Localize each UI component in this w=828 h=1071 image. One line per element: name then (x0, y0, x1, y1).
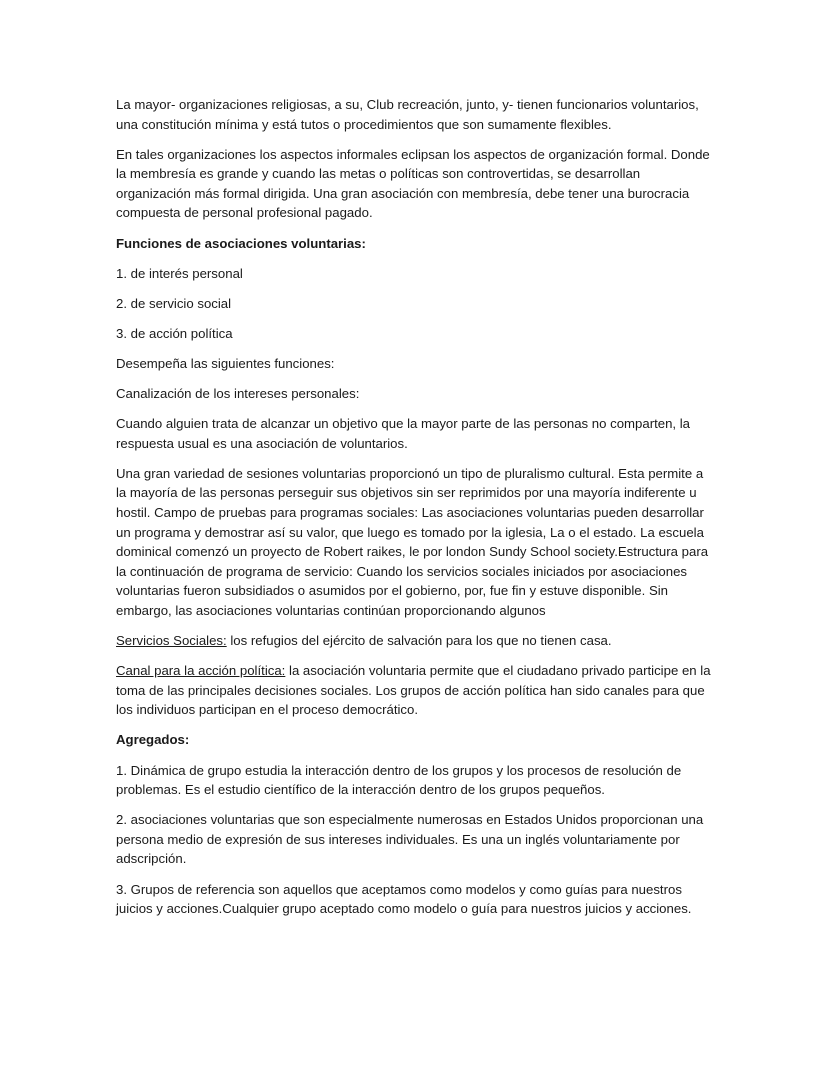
paragraph-servicios-sociales (116, 631, 716, 651)
paragraph-informal-aspects: En tales organizaciones los aspectos informales eclipsan los aspectos de organización formal. Donde la membresía es grande y cuando las metas o políticas son controvertidas, se desarrollan organización más formal dirigida. Una gran asociación con membresía, debe tener una burocracia compuesta de personal profesional pagado. (116, 146, 710, 221)
servicios-sociales-text: los refugios del ejército de salvación para los que no tienen casa. (226, 633, 612, 649)
canal-politica-label: Canal para la acción política: (116, 663, 286, 679)
paragraph-cuando: Cuando alguien trata de alcanzar un objetivo que la mayor parte de las personas no comparten, la respuesta usual es una asociación de voluntarios. (116, 416, 691, 451)
paragraph-desempena: Desempeña las siguientes funciones: (116, 355, 335, 371)
list-item-funcion-1: 1. de interés personal (116, 265, 243, 281)
list-item-funcion-3: 3. de acción política (116, 325, 233, 341)
document-page (116, 95, 716, 929)
paragraph-intro: La mayor- organizaciones religiosas, a su, Club recreación, junto, y- tienen funcionarios voluntarios, una constitución mínima y está tutos o procedimientos que son sumamente flexibles. (116, 97, 699, 132)
canal-politica-text: la asociación voluntaria permite que el ciudadano privado participe en la toma de las principales decisiones sociales. Los grupos de acción política han sido canales para que los individuos participan en el proceso democrático. (116, 663, 711, 718)
list-item-funcion-2: 2. de servicio social (116, 295, 232, 311)
heading-funciones: Funciones de asociaciones voluntarias: (116, 235, 366, 251)
paragraph-variedad: Una gran variedad de sesiones voluntarias proporcionó un tipo de pluralismo cultural. Esta permite a la mayoría de las personas perseguir sus objetivos sin ser reprimidos por una mayoría indiferente u hostil. Campo de pruebas para programas sociales: Las asociaciones voluntarias pueden desarrollar un programa y demostrar así su valor, que luego es tomado por la iglesia, La o el estado. La escuela dominical comenzó un proyecto de Robert raikes, le por london Sundy School society.Estructura para la continuación de programa de servicio: Cuando los servicios sociales iniciados por asociaciones voluntarias fueron subsidiados o asumidos por el gobierno, por, fue fin y estuve disponible. Sin embargo, las asociaciones voluntarias continúan proporcionando algunos (116, 465, 709, 618)
agregado-item-3: 3. Grupos de referencia son aquellos que aceptamos como modelos y como guías para nuestros juicios y acciones.Cualquier grupo aceptado como modelo o guía para nuestros juicios y acciones. (116, 881, 692, 917)
paragraph-canal-politica (116, 661, 716, 720)
heading-agregados: Agregados: (116, 732, 190, 748)
paragraph-canalizacion: Canalización de los intereses personales: (116, 386, 360, 402)
agregado-item-1: 1. Dinámica de grupo estudia la interacción dentro de los grupos y los procesos de resolución de problemas. Es el estudio científico de la interacción dentro de los grupos pequeños. (116, 762, 682, 798)
agregado-item-2: 2. asociaciones voluntarias que son especialmente numerosas en Estados Unidos proporcionan una persona medio de expresión de sus intereses individuales. Es una un inglés voluntariamente por adscripción. (116, 812, 704, 867)
servicios-sociales-label: Servicios Sociales: (116, 633, 227, 649)
